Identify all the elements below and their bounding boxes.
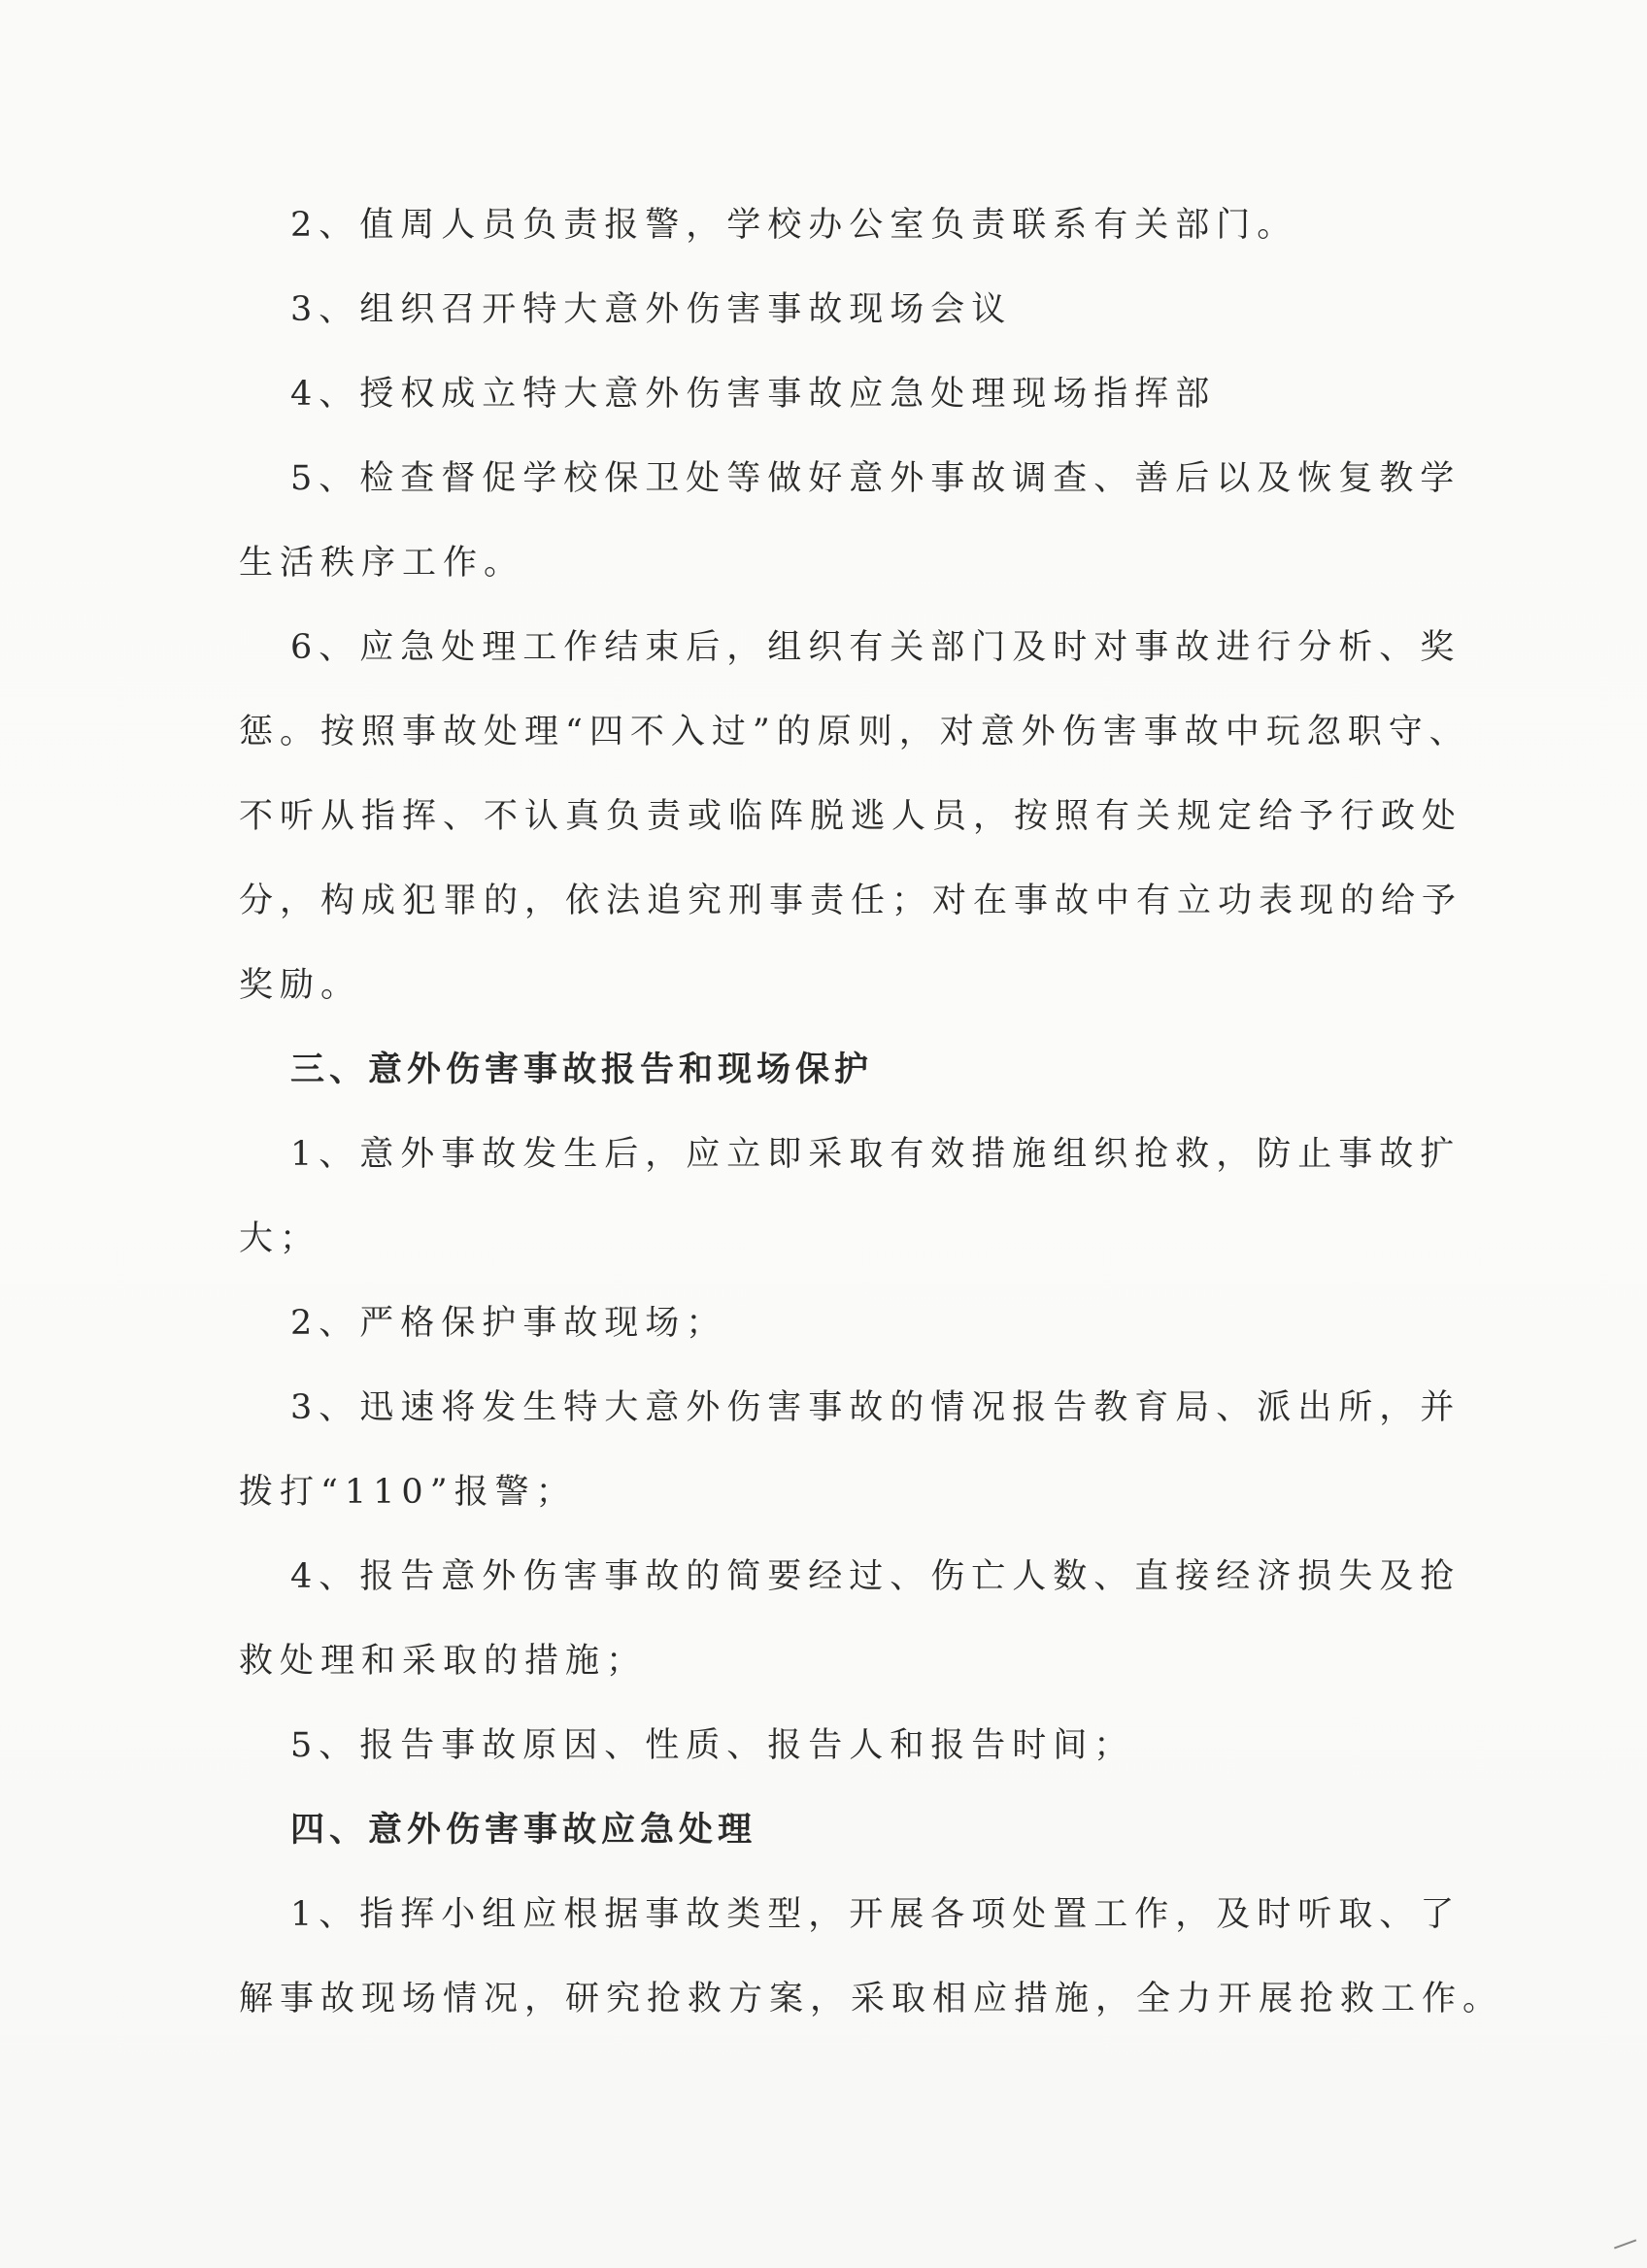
paragraph-line: 1、指挥小组应根据事故类型，开展各项处置工作，及时听取、了 — [290, 1895, 1462, 1934]
paragraph-line: 4、报告意外伤害事故的简要经过、伤亡人数、直接经济损失及抢 — [290, 1557, 1462, 1596]
paragraph-line: 3、迅速将发生特大意外伤害事故的情况报告教育局、派出所，并 — [290, 1388, 1462, 1427]
paragraph-line: 5、报告事故原因、性质、报告人和报告时间； — [290, 1726, 1135, 1765]
paragraph-line: 奖励。 — [239, 966, 362, 1005]
section-heading: 三、意外伤害事故报告和现场保护 — [290, 1050, 874, 1089]
paragraph-line: 拨打“110”报警； — [239, 1473, 577, 1512]
paragraph-line: 3、组织召开特大意外伤害事故现场会议 — [290, 290, 1013, 329]
paragraph-line: 5、检查督促学校保卫处等做好意外事故调查、善后以及恢复教学 — [290, 459, 1462, 498]
scan-corner-mark — [1614, 2239, 1641, 2261]
paragraph-line: 2、值周人员负责报警，学校办公室负责联系有关部门。 — [290, 206, 1298, 245]
paragraph-line: 2、严格保护事故现场； — [290, 1304, 727, 1343]
paragraph-line: 大； — [239, 1219, 321, 1258]
paragraph-line: 不听从指挥、不认真负责或临阵脱逃人员，按照有关规定给予行政处 — [239, 797, 1463, 836]
paragraph-line: 救处理和采取的措施； — [239, 1642, 648, 1681]
paragraph-line: 4、授权成立特大意外伤害事故应急处理现场指挥部 — [290, 375, 1217, 414]
paragraph-line: 惩。按照事故处理“四不入过”的原则，对意外伤害事故中玩忽职守、 — [239, 713, 1470, 751]
paragraph-line: 生活秩序工作。 — [239, 544, 525, 583]
paragraph-line: 分，构成犯罪的，依法追究刑事责任；对在事故中有立功表现的给予 — [239, 882, 1463, 920]
paragraph-line: 1、意外事故发生后，应立即采取有效措施组织抢救，防止事故扩 — [290, 1135, 1462, 1174]
paragraph-line: 解事故现场情况，研究抢救方案，采取相应措施，全力开展抢救工作。 — [239, 1980, 1504, 2018]
section-heading: 四、意外伤害事故应急处理 — [290, 1810, 757, 1850]
paragraph-line: 6、应急处理工作结束后，组织有关部门及时对事故进行分析、奖 — [290, 628, 1462, 667]
